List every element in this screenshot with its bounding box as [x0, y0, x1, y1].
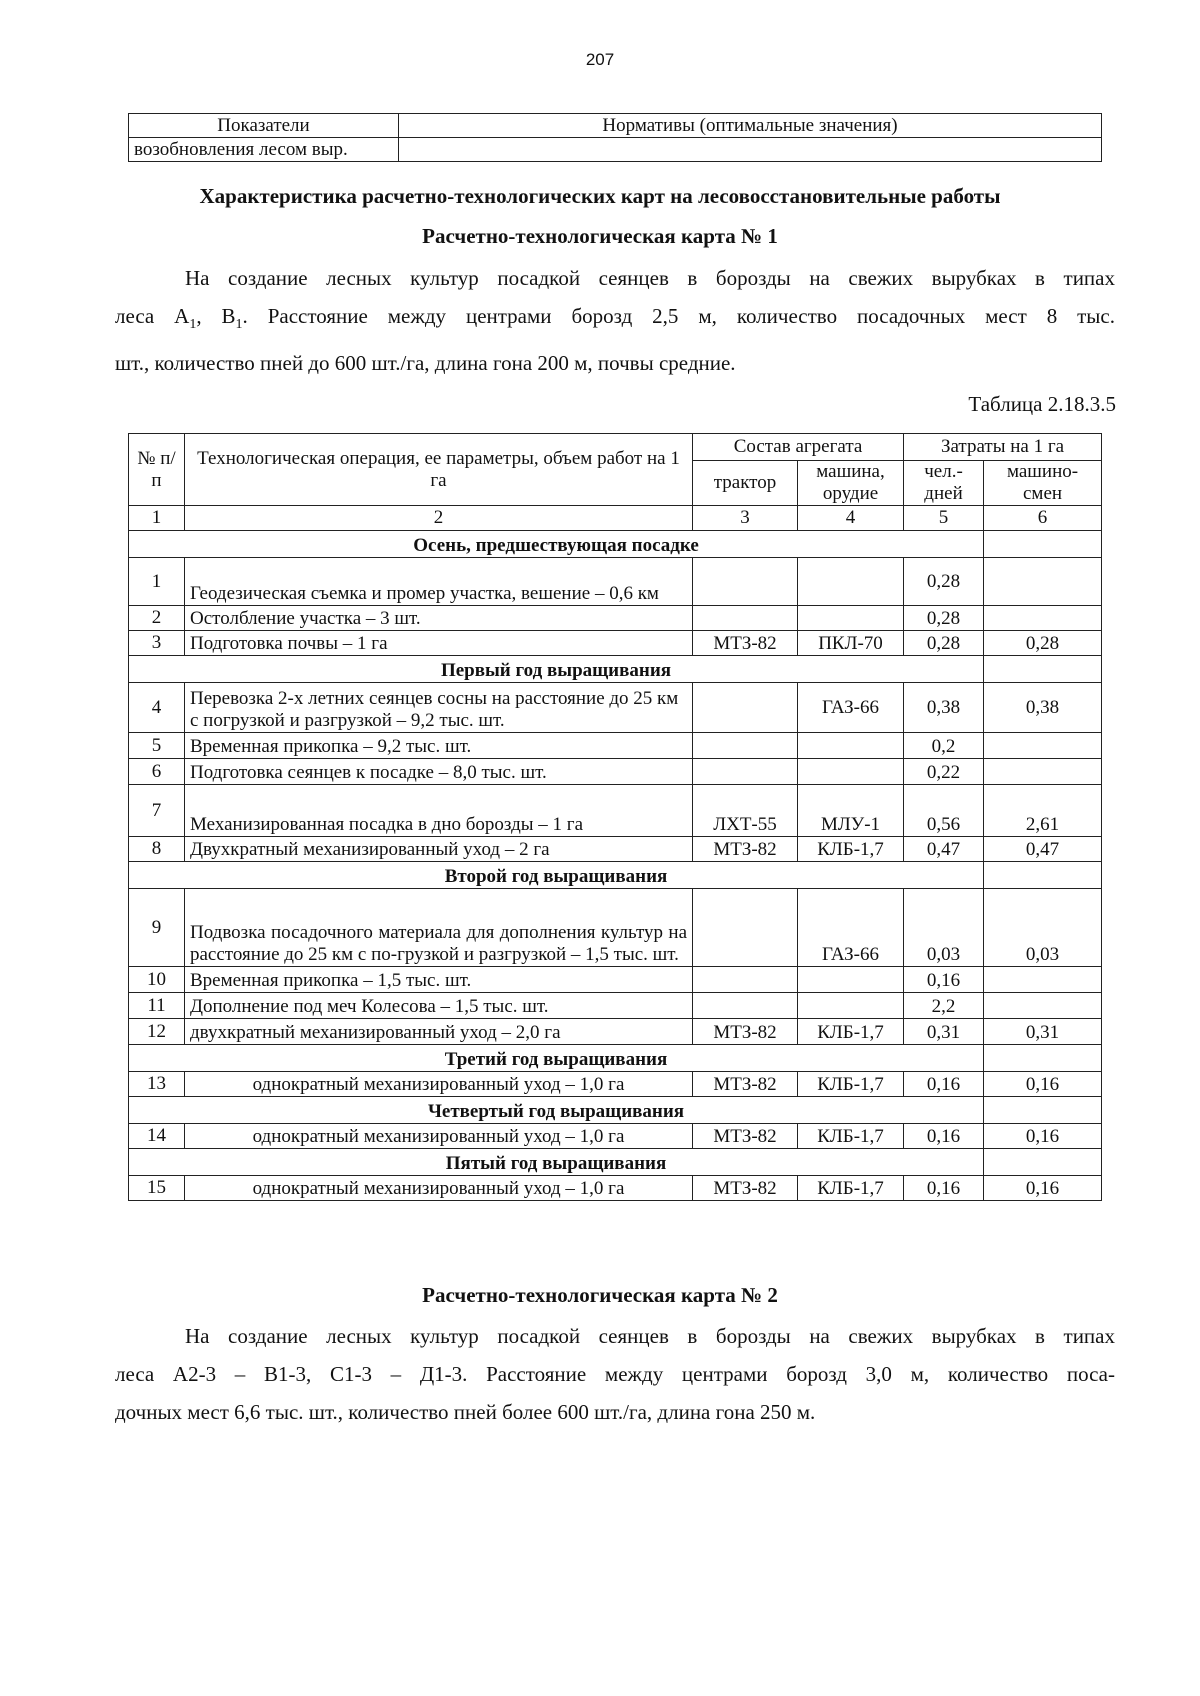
row-machine-shifts: 0,31: [984, 1019, 1102, 1045]
section-row: [129, 531, 1102, 558]
row-machine: КЛБ-1,7: [798, 1124, 904, 1149]
table-row: [129, 1072, 1102, 1097]
table-row: [129, 967, 1102, 993]
header-tractor: трактор: [693, 461, 798, 506]
row-no: 10: [129, 967, 185, 993]
row-operation: Механизированная посадка в дно борозды – 1 га: [185, 785, 693, 837]
row-man-days: 0,2: [904, 733, 984, 759]
row-machine-shifts: [984, 733, 1102, 759]
table-row: [129, 837, 1102, 862]
row-operation: Подвозка посадочного материала для дополнения культур на расстояние до 25 км с по-грузкой и разгрузкой – 1,5 тыс. шт.: [185, 889, 693, 967]
column-index: 2: [185, 506, 693, 531]
top-table-cell: возобновления лесом выр.: [129, 138, 399, 162]
header-aggregate: Состав агрегата: [693, 434, 904, 461]
section-title-year3: Третий год выращивания: [129, 1045, 984, 1072]
section-title-year4: Четвертый год выращивания: [129, 1097, 984, 1124]
row-man-days: 0,22: [904, 759, 984, 785]
row-tractor: [693, 889, 798, 967]
row-machine: КЛБ-1,7: [798, 1176, 904, 1201]
table-row: [129, 683, 1102, 733]
section-row: [129, 1045, 1102, 1072]
row-machine: [798, 759, 904, 785]
table-row: [129, 889, 1102, 967]
header-operation: Технологическая операция, ее параметры, объем работ на 1 га: [185, 434, 693, 506]
table-row: [129, 558, 1102, 606]
section-blank: [984, 531, 1102, 558]
card1-title: Расчетно-технологическая карта № 1: [422, 224, 778, 248]
row-machine-shifts: 0,16: [984, 1072, 1102, 1097]
row-machine: [798, 558, 904, 606]
row-operation: однократный механизированный уход – 1,0 га: [185, 1124, 693, 1149]
row-man-days: 2,2: [904, 993, 984, 1019]
table-row: [129, 733, 1102, 759]
top-table-header-indicators: Показатели: [129, 114, 399, 138]
row-machine: [798, 993, 904, 1019]
section-title: Характеристика расчетно-технологических карт на лесовосстановительные работы: [199, 184, 1001, 208]
table-row: [129, 1019, 1102, 1045]
row-machine-shifts: [984, 558, 1102, 606]
row-man-days: 0,31: [904, 1019, 984, 1045]
row-machine-shifts: [984, 967, 1102, 993]
row-machine-shifts: 0,16: [984, 1124, 1102, 1149]
row-machine: [798, 967, 904, 993]
row-operation: Подготовка сеянцев к посадке – 8,0 тыс. шт.: [185, 759, 693, 785]
row-machine-shifts: 0,38: [984, 683, 1102, 733]
row-no: 14: [129, 1124, 185, 1149]
header-machine: машина, орудие: [798, 461, 904, 506]
card2-title: Расчетно-технологическая карта № 2: [422, 1283, 778, 1307]
table-header-row: [129, 434, 1102, 461]
section-title-autumn: Осень, предшествующая посадке: [129, 531, 984, 558]
row-no: 8: [129, 837, 185, 862]
row-machine: ГАЗ-66: [798, 889, 904, 967]
row-man-days: 0,28: [904, 558, 984, 606]
section-blank: [984, 1097, 1102, 1124]
row-machine-shifts: 0,28: [984, 631, 1102, 656]
row-machine-shifts: [984, 993, 1102, 1019]
section-row: [129, 1097, 1102, 1124]
card1-paragraph: На создание лесных культур посадкой сеянцев в борозды на свежих вырубках в типах леса $А_1$, $В_1$. Расстояние между центрами борозд 2,5 м, количество посадочных мест 8 тыс. шт., количество пней до 600 шт./га, длина гона 200 м, почвы средние.: [115, 266, 1115, 376]
section-title-year2: Второй год выращивания: [129, 862, 984, 889]
row-man-days: 0,16: [904, 1072, 984, 1097]
section-row: [129, 1149, 1102, 1176]
row-machine: [798, 606, 904, 631]
column-index: 4: [798, 506, 904, 531]
row-man-days: 0,38: [904, 683, 984, 733]
operations-table: [128, 433, 1102, 1201]
row-man-days: 0,47: [904, 837, 984, 862]
top-table-header-norms: Нормативы (оптимальные значения): [399, 114, 1102, 138]
column-index-row: [129, 506, 1102, 531]
table-row: [129, 785, 1102, 837]
row-tractor: [693, 759, 798, 785]
row-tractor: МТЗ-82: [693, 1072, 798, 1097]
row-tractor: МТЗ-82: [693, 837, 798, 862]
header-man-days: чел.-дней: [904, 461, 984, 506]
row-man-days: 0,16: [904, 967, 984, 993]
row-no: 2: [129, 606, 185, 631]
row-no: 12: [129, 1019, 185, 1045]
row-no: 13: [129, 1072, 185, 1097]
column-index: 6: [984, 506, 1102, 531]
row-machine: КЛБ-1,7: [798, 1019, 904, 1045]
row-tractor: МТЗ-82: [693, 1019, 798, 1045]
row-no: 1: [129, 558, 185, 606]
page-number: 207: [585, 50, 615, 69]
row-man-days: 0,28: [904, 606, 984, 631]
row-tractor: МТЗ-82: [693, 1124, 798, 1149]
section-blank: [984, 862, 1102, 889]
row-operation: Временная прикопка – 1,5 тыс. шт.: [185, 967, 693, 993]
row-man-days: 0,16: [904, 1124, 984, 1149]
row-machine: МЛУ-1: [798, 785, 904, 837]
section-blank: [984, 1149, 1102, 1176]
table-row: [129, 606, 1102, 631]
row-machine: ГАЗ-66: [798, 683, 904, 733]
row-operation: Подготовка почвы – 1 га: [185, 631, 693, 656]
section-row: [129, 862, 1102, 889]
table-label: Таблица 2.18.3.5: [968, 392, 1116, 416]
row-tractor: ЛХТ-55: [693, 785, 798, 837]
row-machine-shifts: [984, 606, 1102, 631]
row-no: 7: [129, 785, 185, 837]
row-tractor: [693, 733, 798, 759]
row-machine: [798, 733, 904, 759]
row-operation: Дополнение под меч Колесова – 1,5 тыс. шт.: [185, 993, 693, 1019]
row-operation: однократный механизированный уход – 1,0 га: [185, 1072, 693, 1097]
row-operation: Двухкратный механизированный уход – 2 га: [185, 837, 693, 862]
row-operation: Геодезическая съемка и промер участка, вешение – 0,6 км: [185, 558, 693, 606]
column-index: 1: [129, 506, 185, 531]
row-machine-shifts: 0,47: [984, 837, 1102, 862]
row-tractor: [693, 683, 798, 733]
row-no: 6: [129, 759, 185, 785]
row-tractor: [693, 606, 798, 631]
section-title-year1: Первый год выращивания: [129, 656, 984, 683]
section-title-year5: Пятый год выращивания: [129, 1149, 984, 1176]
table-row: [129, 631, 1102, 656]
row-no: 9: [129, 889, 185, 967]
table-row: [129, 993, 1102, 1019]
row-machine-shifts: [984, 759, 1102, 785]
row-tractor: МТЗ-82: [693, 631, 798, 656]
row-no: 3: [129, 631, 185, 656]
row-operation: двухкратный механизированный уход – 2,0 га: [185, 1019, 693, 1045]
row-machine: КЛБ-1,7: [798, 1072, 904, 1097]
row-operation: Временная прикопка – 9,2 тыс. шт.: [185, 733, 693, 759]
card2-paragraph: На создание лесных культур посадкой сеянцев в борозды на свежих вырубках в типах леса А2-3 – В1-3, С1-3 – Д1-3. Расстояние между центрами борозд 3,0 м, количество поса- дочных мест 6,6 тыс. шт., количество пней более 600 шт./га, длина гона 250 м.: [115, 1324, 1115, 1424]
row-tractor: [693, 993, 798, 1019]
row-operation: Остолбление участка – 3 шт.: [185, 606, 693, 631]
row-man-days: 0,56: [904, 785, 984, 837]
section-blank: [984, 656, 1102, 683]
row-machine-shifts: 0,16: [984, 1176, 1102, 1201]
table-row: [129, 1176, 1102, 1201]
top-table: [128, 113, 1102, 162]
row-no: 15: [129, 1176, 185, 1201]
row-machine: КЛБ-1,7: [798, 837, 904, 862]
header-costs: Затраты на 1 га: [904, 434, 1102, 461]
row-machine-shifts: 0,03: [984, 889, 1102, 967]
row-no: 5: [129, 733, 185, 759]
header-no: № п/п: [129, 434, 185, 506]
header-machine-shifts: машино-смен: [984, 461, 1102, 506]
row-machine-shifts: 2,61: [984, 785, 1102, 837]
row-tractor: МТЗ-82: [693, 1176, 798, 1201]
row-no: 11: [129, 993, 185, 1019]
row-tractor: [693, 967, 798, 993]
table-row: [129, 759, 1102, 785]
top-table-cell: [399, 138, 1102, 162]
column-index: 3: [693, 506, 798, 531]
section-blank: [984, 1045, 1102, 1072]
row-man-days: 0,28: [904, 631, 984, 656]
row-operation: однократный механизированный уход – 1,0 га: [185, 1176, 693, 1201]
row-no: 4: [129, 683, 185, 733]
row-machine: ПКЛ-70: [798, 631, 904, 656]
column-index: 5: [904, 506, 984, 531]
row-man-days: 0,03: [904, 889, 984, 967]
row-man-days: 0,16: [904, 1176, 984, 1201]
row-operation: Перевозка 2-х летних сеянцев сосны на расстояние до 25 км с погрузкой и разгрузкой – 9,2 тыс. шт.: [185, 683, 693, 733]
row-tractor: [693, 558, 798, 606]
section-row: [129, 656, 1102, 683]
table-row: [129, 1124, 1102, 1149]
